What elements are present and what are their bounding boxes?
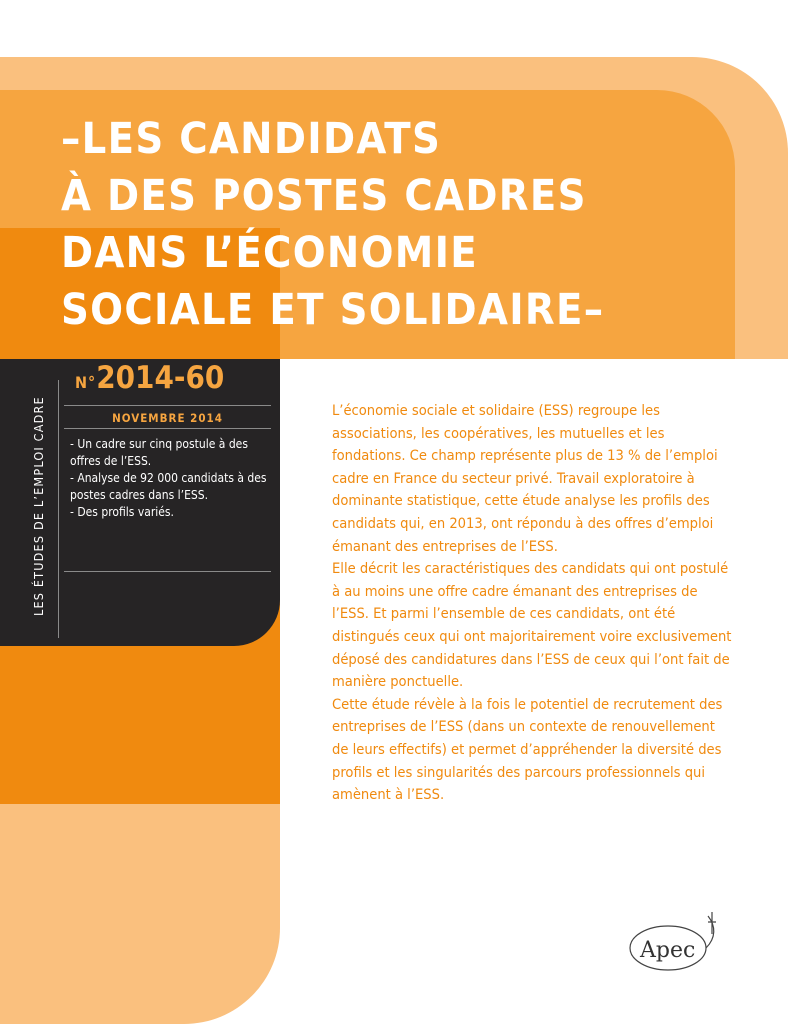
issue-date: NOVEMBRE 2014	[112, 411, 223, 425]
logo-swoosh	[706, 916, 714, 948]
highlight-item: - Un cadre sur cinq postule à des offres de l’ESS.	[70, 437, 248, 468]
title-line: SOCIALE ET SOLIDAIRE–	[61, 285, 605, 335]
issue-number-prefix: N°	[75, 373, 97, 392]
report-title	[61, 111, 731, 339]
title-line: –LES CANDIDATS	[61, 114, 442, 164]
summary-paragraph: L’économie sociale et solidaire (ESS) regroupe les associations, les coopératives, les mutuelles et les fondations. Ce champ représente plus de 13 % de l’emploi cadre en France du secteur privé. Travail exploratoire à dominante statistique, cette étude analyse les profils des candidats qui, en 2013, ont répondu à des offres d’emploi émanant des entreprises de l’ESS.	[332, 402, 718, 555]
title-line: DANS L’ÉCONOMIE	[61, 228, 478, 278]
summary-paragraph: Cette étude révèle à la fois le potentiel de recrutement des entreprises de l’ESS (dans un contexte de renouvellement de leurs effectifs) et permet d’appréhender la diversité des profils et les singularités des parcours professionnels qui amènent à l’ESS.	[332, 695, 723, 804]
summary-text	[332, 400, 732, 807]
divider	[64, 428, 271, 429]
apec-logo	[620, 908, 724, 980]
background-light-orange-bottom	[0, 804, 280, 1024]
highlight-item: - Des profils variés.	[70, 505, 174, 519]
divider	[64, 571, 271, 572]
highlight-item: - Analyse de 92 000 candidats à des postes cadres dans l’ESS.	[70, 471, 267, 502]
vertical-divider	[58, 380, 59, 638]
logo-cross-icon	[708, 912, 716, 934]
issue-number-value: 2014-60	[96, 360, 225, 396]
highlights-list	[70, 436, 275, 521]
logo-text: Apec	[640, 938, 696, 963]
issue-number	[75, 360, 224, 396]
summary-paragraph: Elle décrit les caractéristiques des candidats qui ont postulé à au moins une offre cadre émanant des entreprises de l’ESS. Et parmi l’ensemble de ces candidats, ont été distingués ceux qui ont majoritairement voire exclusivement déposé des candidatures dans l’ESS de ceux qui l’ont fait de manière ponctuelle.	[332, 560, 732, 691]
divider	[64, 405, 271, 406]
series-label: LES ÉTUDES DE L’EMPLOI CADRE	[31, 396, 46, 616]
title-line: À DES POSTES CADRES	[61, 171, 587, 221]
